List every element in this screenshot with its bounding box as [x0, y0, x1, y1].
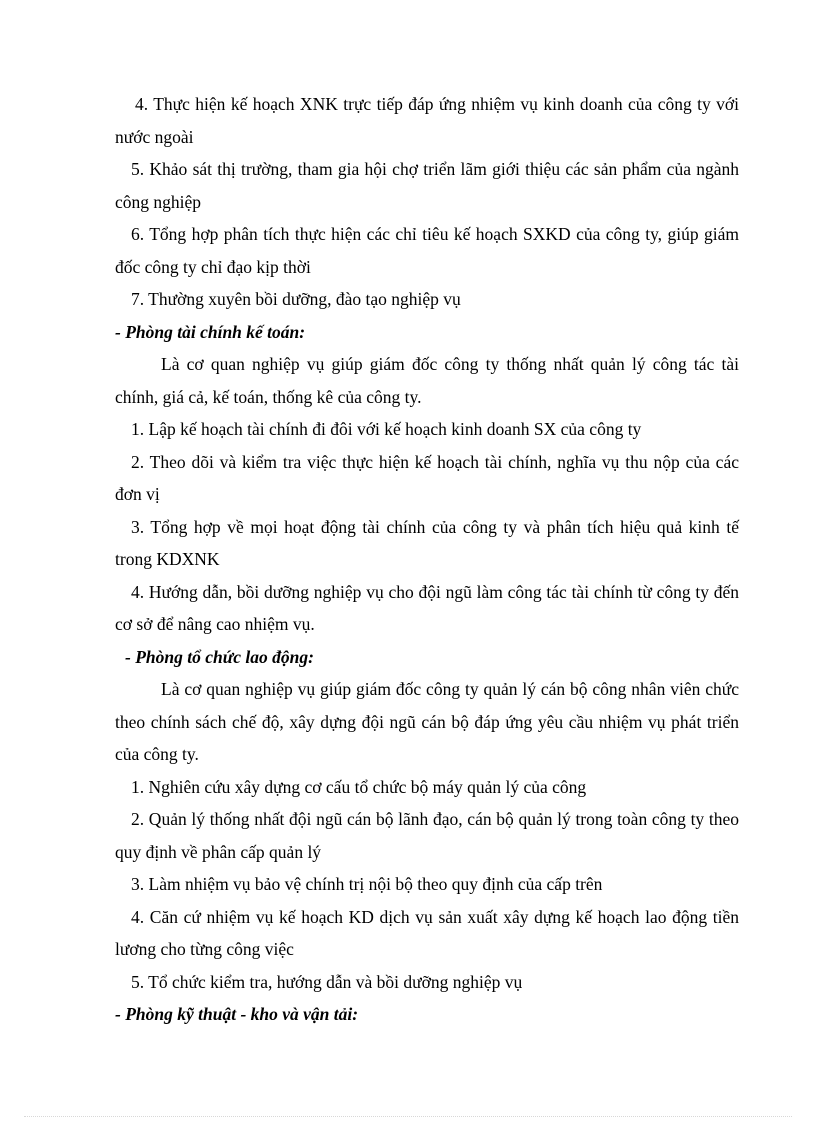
section-heading-technical: - Phòng kỹ thuật - kho và vận tải:: [115, 1004, 359, 1024]
list-item: 2. Theo dõi và kiểm tra việc thực hiện kế hoạch tài chính, nghĩa vụ thu nộp của các đơn vị: [115, 451, 739, 504]
list-item: 1. Lập kế hoạch tài chính đi đôi với kế hoạch kinh doanh SX của công ty: [131, 419, 642, 439]
section-intro-paragraph: Là cơ quan nghiệp vụ giúp giám đốc công ty quản lý cán bộ công nhân viên chức theo chính sách chế độ, xây dựng đội ngũ cán bộ đáp ứng yêu cầu nhiệm vụ phát triển của công ty.: [115, 679, 739, 764]
list-item: 5. Tổ chức kiểm tra, hướng dẫn và bồi dưỡng nghiệp vụ: [131, 971, 523, 992]
document-page: [115, 88, 739, 1031]
section-intro-paragraph: Là cơ quan nghiệp vụ giúp giám đốc công ty thống nhất quản lý công tác tài chính, giá cả, kế toán, thống kê của công ty.: [115, 354, 739, 407]
list-item: 3. Tổng hợp về mọi hoạt động tài chính của công ty và phân tích hiệu quả kinh tế trong KDXNK: [115, 516, 739, 569]
list-item: 2. Quản lý thống nhất đội ngũ cán bộ lãnh đạo, cán bộ quản lý trong toàn công ty theo quy định về phân cấp quản lý: [115, 809, 739, 862]
list-item: 6. Tổng hợp phân tích thực hiện các chỉ tiêu kế hoạch SXKD của công ty, giúp giám đốc công ty chỉ đạo kịp thời: [115, 224, 739, 277]
list-item: 4. Căn cứ nhiệm vụ kế hoạch KD dịch vụ sản xuất xây dựng kế hoạch lao động tiền lương cho từng công việc: [115, 906, 739, 959]
list-item: 1. Nghiên cứu xây dựng cơ cấu tổ chức bộ máy quản lý của công: [131, 776, 587, 797]
section-heading-finance: - Phòng tài chính kế toán:: [115, 321, 306, 342]
list-item: 4. Thực hiện kế hoạch XNK trực tiếp đáp ứng nhiệm vụ kinh doanh của công ty với nước ngoài: [115, 94, 739, 147]
list-item: 4. Hướng dẫn, bồi dưỡng nghiệp vụ cho đội ngũ làm công tác tài chính từ công ty đến cơ sở để nâng cao nhiệm vụ.: [115, 581, 739, 634]
section-heading-personnel: - Phòng tổ chức lao động:: [125, 646, 314, 667]
list-item: 5. Khảo sát thị trường, tham gia hội chợ triển lãm giới thiệu các sản phẩm của ngành công nghiệp: [115, 159, 739, 212]
list-item: 3. Làm nhiệm vụ bảo vệ chính trị nội bộ theo quy định của cấp trên: [131, 874, 603, 894]
page-bottom-divider: [24, 1116, 792, 1117]
list-item: 7. Thường xuyên bồi dưỡng, đào tạo nghiệp vụ: [131, 289, 461, 309]
